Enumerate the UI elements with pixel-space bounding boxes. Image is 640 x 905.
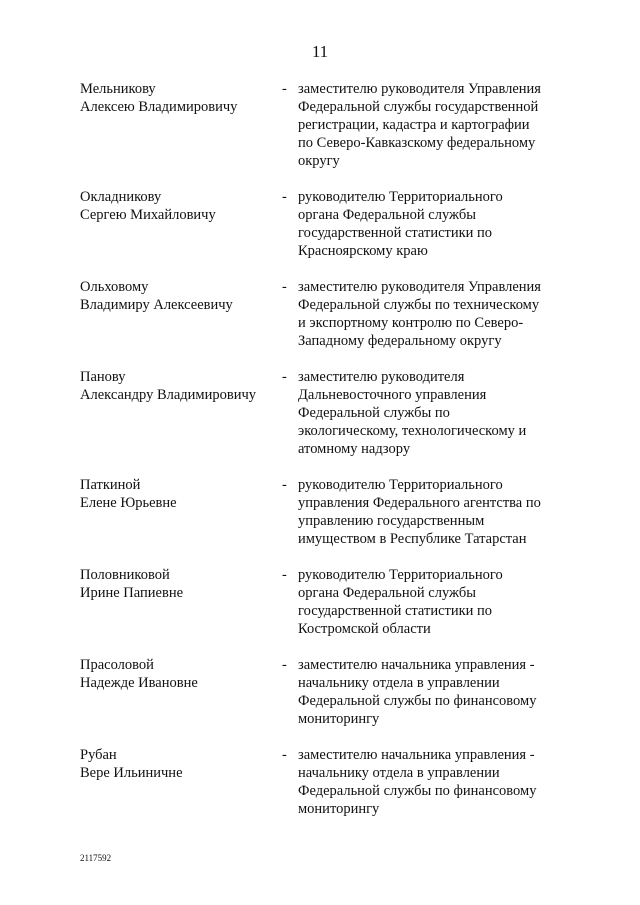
given-names: Владимиру Алексеевичу xyxy=(80,297,233,313)
position-line: Федеральной службы по xyxy=(298,405,450,421)
position-title xyxy=(298,566,560,638)
surname: Ольховому xyxy=(80,279,149,295)
position-line: Красноярскому краю xyxy=(298,243,428,259)
position-line: Федеральной службы по техническому xyxy=(298,297,540,313)
position-line: органа Федеральной службы xyxy=(298,207,476,223)
position-line: округу xyxy=(298,153,340,169)
position-title xyxy=(298,656,560,728)
position-line: начальнику отдела в управлении xyxy=(298,765,500,781)
person-name xyxy=(80,80,282,170)
position-line: заместителю начальника управления - xyxy=(298,747,535,763)
position-line: заместителю руководителя Управления xyxy=(298,81,541,97)
position-line: управлению государственным xyxy=(298,513,485,529)
list-item xyxy=(80,656,560,728)
position-line: и экспортному контролю по Северо- xyxy=(298,315,524,331)
person-name xyxy=(80,368,282,458)
surname: Панову xyxy=(80,369,126,385)
position-line: руководителю Территориального xyxy=(298,477,503,493)
position-line: мониторингу xyxy=(298,711,380,727)
document-code: 2117592 xyxy=(80,853,112,863)
given-names: Елене Юрьевне xyxy=(80,495,177,511)
given-names: Александру Владимировичу xyxy=(80,387,257,403)
position-line: мониторингу xyxy=(298,801,380,817)
person-name xyxy=(80,476,282,548)
position-title xyxy=(298,476,560,548)
separator-dash: - xyxy=(282,747,287,763)
surname: Рубан xyxy=(80,747,117,763)
person-name xyxy=(80,566,282,638)
person-name xyxy=(80,278,282,350)
position-line: государственной статистики по xyxy=(298,225,493,241)
position-line: начальнику отдела в управлении xyxy=(298,675,500,691)
position-title xyxy=(298,80,560,170)
position-line: Федеральной службы государственной xyxy=(298,99,539,115)
position-line: руководителю Территориального xyxy=(298,567,503,583)
position-line: руководителю Территориального xyxy=(298,189,503,205)
list-item xyxy=(80,80,560,170)
position-line: регистрации, кадастра и картографии xyxy=(298,117,530,133)
person-name xyxy=(80,746,282,818)
position-title xyxy=(298,746,560,818)
list-item xyxy=(80,188,560,260)
position-line: Федеральной службы по финансовому xyxy=(298,693,537,709)
list-item xyxy=(80,476,560,548)
list-item xyxy=(80,278,560,350)
position-line: управления Федерального агентства по xyxy=(298,495,541,511)
position-line: экологическому, технологическому и xyxy=(298,423,527,439)
given-names: Алексею Владимировичу xyxy=(80,99,238,115)
separator-dash: - xyxy=(282,189,287,205)
given-names: Вере Ильиничне xyxy=(80,765,183,781)
position-line: заместителю начальника управления - xyxy=(298,657,535,673)
position-line: заместителю руководителя xyxy=(298,369,465,385)
position-title xyxy=(298,188,560,260)
list-item xyxy=(80,368,560,458)
separator-dash: - xyxy=(282,657,287,673)
position-title xyxy=(298,368,560,458)
position-title xyxy=(298,278,560,350)
position-line: органа Федеральной службы xyxy=(298,585,476,601)
separator-dash: - xyxy=(282,567,287,583)
separator-dash: - xyxy=(282,279,287,295)
person-name xyxy=(80,656,282,728)
given-names: Сергею Михайловичу xyxy=(80,207,216,223)
position-line: заместителю руководителя Управления xyxy=(298,279,541,295)
position-line: государственной статистики по xyxy=(298,603,493,619)
person-name xyxy=(80,188,282,260)
position-line: Федеральной службы по финансовому xyxy=(298,783,537,799)
position-line: по Северо-Кавказскому федеральному xyxy=(298,135,536,151)
position-line: Западному федеральному округу xyxy=(298,333,502,349)
position-line: Дальневосточного управления xyxy=(298,387,487,403)
surname: Прасоловой xyxy=(80,657,154,673)
surname: Паткиной xyxy=(80,477,141,493)
surname: Окладникову xyxy=(80,189,162,205)
page-number: 11 xyxy=(311,42,329,61)
separator-dash: - xyxy=(282,369,287,385)
separator-dash: - xyxy=(282,81,287,97)
surname: Половниковой xyxy=(80,567,170,583)
given-names: Надежде Ивановне xyxy=(80,675,198,691)
given-names: Ирине Папиевне xyxy=(80,585,184,601)
list-item xyxy=(80,746,560,818)
position-line: имуществом в Республике Татарстан xyxy=(298,531,527,547)
position-line: атомному надзору xyxy=(298,441,411,457)
separator-dash: - xyxy=(282,477,287,493)
surname: Мельникову xyxy=(80,81,156,97)
appointment-list xyxy=(80,80,560,836)
position-line: Костромской области xyxy=(298,621,431,637)
list-item xyxy=(80,566,560,638)
